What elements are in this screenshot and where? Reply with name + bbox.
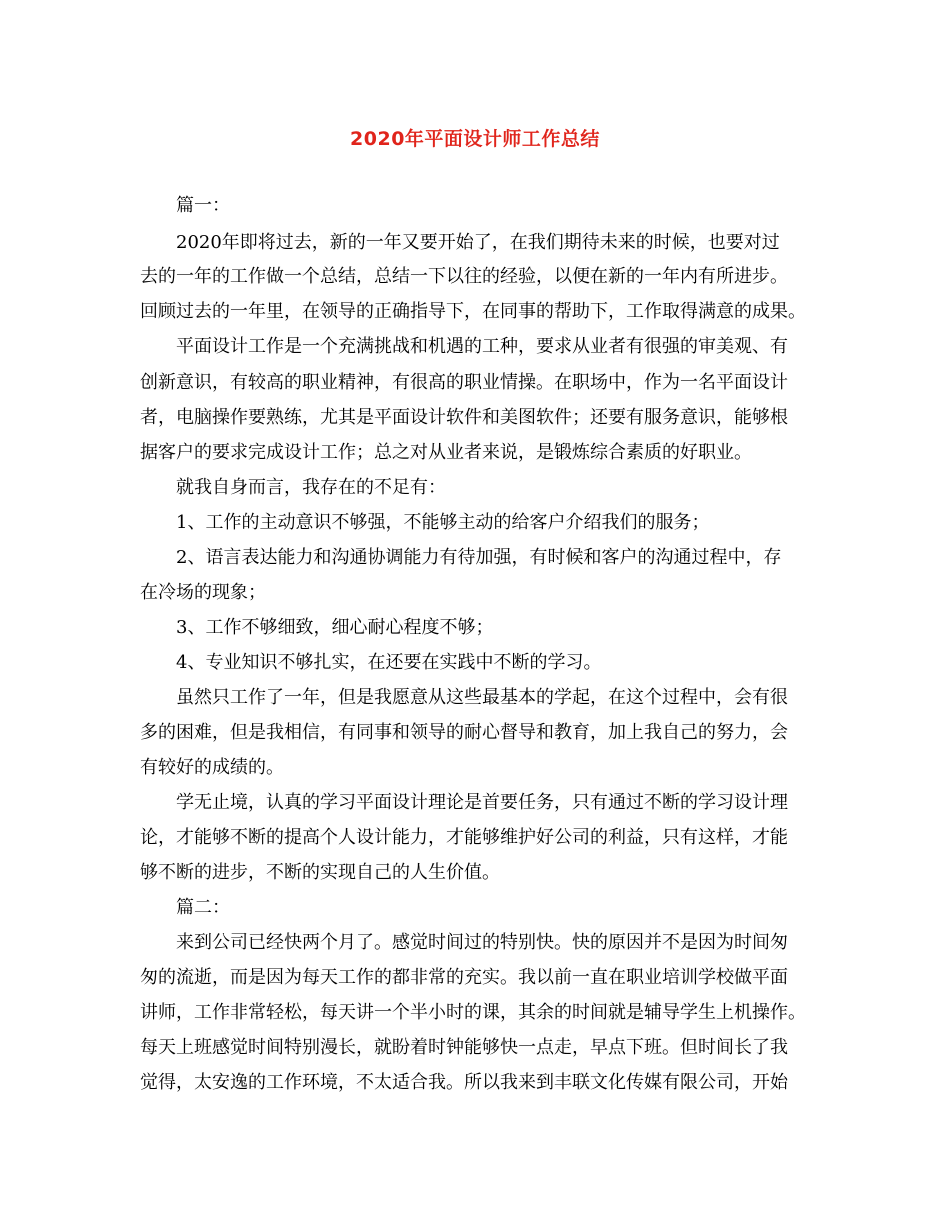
- paragraph-line: 者，电脑操作要熟练，尤其是平面设计软件和美图软件；还要有服务意识，能够根: [140, 407, 788, 428]
- paragraph-line: 2020年即将过去，新的一年又要开始了，在我们期待未来的时候，也要对过: [176, 232, 780, 253]
- paragraph-line: 平面设计工作是一个充满挑战和机遇的工种，要求从业者有很强的审美观、有: [176, 336, 788, 357]
- document-title: 2020年平面设计师工作总结: [350, 128, 600, 150]
- paragraph-line: 来到公司已经快两个月了。感觉时间过的特别快。快的原因并不是因为时间匆: [176, 932, 788, 953]
- section-heading: 篇二：: [176, 897, 230, 918]
- paragraph-line: 够不断的进步，不断的实现自己的人生价值。: [140, 862, 500, 883]
- paragraph-line: 学无止境，认真的学习平面设计理论是首要任务，只有通过不断的学习设计理: [176, 792, 788, 813]
- paragraph-line: 觉得，太安逸的工作环境，不太适合我。所以我来到丰联文化传媒有限公司，开始: [140, 1072, 788, 1093]
- paragraph-line: 虽然只工作了一年，但是我愿意从这些最基本的学起，在这个过程中，会有很: [176, 687, 788, 708]
- list-item: 1、工作的主动意识不够强，不能够主动的给客户介绍我们的服务；: [176, 512, 710, 533]
- list-item: 在冷场的现象；: [140, 582, 266, 603]
- section-heading: 篇一：: [176, 195, 230, 216]
- paragraph-line: 回顾过去的一年里，在领导的正确指导下，在同事的帮助下，工作取得满意的成果。: [140, 301, 806, 322]
- list-item: 4、专业知识不够扎实，在还要在实践中不断的学习。: [176, 652, 602, 673]
- paragraph-line: 有较好的成绩的。: [140, 757, 284, 778]
- paragraph-line: 去的一年的工作做一个总结，总结一下以往的经验，以便在新的一年内有所进步。: [140, 266, 788, 287]
- paragraph-line: 匆的流逝，而是因为每天工作的都非常的充实。我以前一直在职业培训学校做平面: [140, 967, 788, 988]
- paragraph-line: 讲师，工作非常轻松，每天讲一个半小时的课，其余的时间就是辅导学生上机操作。: [140, 1002, 806, 1023]
- paragraph-line: 创新意识，有较高的职业精神，有很高的职业情操。在职场中，作为一名平面设计: [140, 372, 788, 393]
- paragraph-line: 就我自身而言，我存在的不足有：: [176, 477, 446, 498]
- paragraph-line: 每天上班感觉时间特别漫长，就盼着时钟能够快一点走，早点下班。但时间长了我: [140, 1037, 788, 1058]
- paragraph-line: 据客户的要求完成设计工作；总之对从业者来说，是锻炼综合素质的好职业。: [140, 442, 752, 463]
- list-item: 2、语言表达能力和沟通协调能力有待加强，有时候和客户的沟通过程中，存: [176, 547, 782, 568]
- paragraph-line: 论，才能够不断的提高个人设计能力，才能够维护好公司的利益，只有这样，才能: [140, 827, 788, 848]
- paragraph-line: 多的困难，但是我相信，有同事和领导的耐心督导和教育，加上我自己的努力，会: [140, 722, 788, 743]
- list-item: 3、工作不够细致，细心耐心程度不够；: [176, 617, 494, 638]
